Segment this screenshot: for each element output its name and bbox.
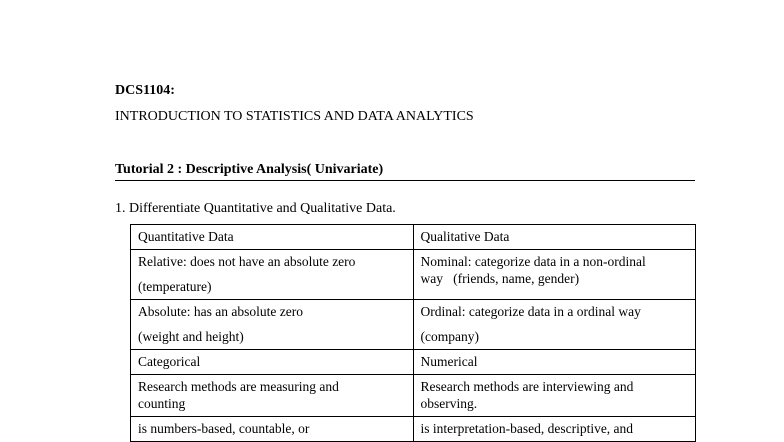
cell-line: (weight and height) xyxy=(138,329,244,344)
comparison-table xyxy=(130,224,696,442)
cell-line: way (friends, name, gender) xyxy=(420,271,580,286)
table-row xyxy=(131,417,696,442)
course-code: DCS1104: xyxy=(115,83,175,98)
table-header-row xyxy=(131,225,696,250)
table-row xyxy=(131,375,696,417)
cell-line: Relative: does not have an absolute zero xyxy=(138,254,356,269)
table-cell-qualitative xyxy=(413,375,696,417)
header-quantitative: Quantitative Data xyxy=(131,225,414,250)
table-cell-qualitative xyxy=(413,350,696,375)
cell-line: Numerical xyxy=(420,354,478,369)
cell-line: is interpretation-based, descriptive, and xyxy=(420,421,634,436)
cell-line: Absolute: has an absolute zero xyxy=(138,304,303,319)
question-text: 1. Differentiate Quantitative and Qualitative Data. xyxy=(115,201,396,216)
cell-line: Research methods are interviewing and xyxy=(420,379,634,394)
table-cell-quantitative xyxy=(131,417,414,442)
table-cell-qualitative xyxy=(413,250,696,300)
cell-line: (company) xyxy=(420,329,479,344)
cell-line: Research methods are measuring and xyxy=(138,379,339,394)
cell-line: observing. xyxy=(420,396,478,411)
cell-line: Categorical xyxy=(138,354,201,369)
cell-line: Ordinal: categorize data in a ordinal way xyxy=(420,304,641,319)
table-cell-qualitative xyxy=(413,300,696,350)
table-row xyxy=(131,250,696,300)
cell-line: is numbers-based, countable, or xyxy=(138,421,310,436)
cell-line: counting xyxy=(138,396,186,411)
cell-line: (temperature) xyxy=(138,279,212,294)
course-title: INTRODUCTION TO STATISTICS AND DATA ANALYTICS xyxy=(115,109,474,124)
tutorial-heading: Tutorial 2 : Descriptive Analysis( Univariate) xyxy=(115,161,695,181)
table-cell-qualitative xyxy=(413,417,696,442)
cell-line: Nominal: categorize data in a non-ordinal xyxy=(420,254,646,269)
header-qualitative: Qualitative Data xyxy=(413,225,696,250)
table-cell-quantitative xyxy=(131,300,414,350)
table-cell-quantitative xyxy=(131,350,414,375)
table-cell-quantitative xyxy=(131,250,414,300)
table-row xyxy=(131,350,696,375)
table-cell-quantitative xyxy=(131,375,414,417)
table-row xyxy=(131,300,696,350)
